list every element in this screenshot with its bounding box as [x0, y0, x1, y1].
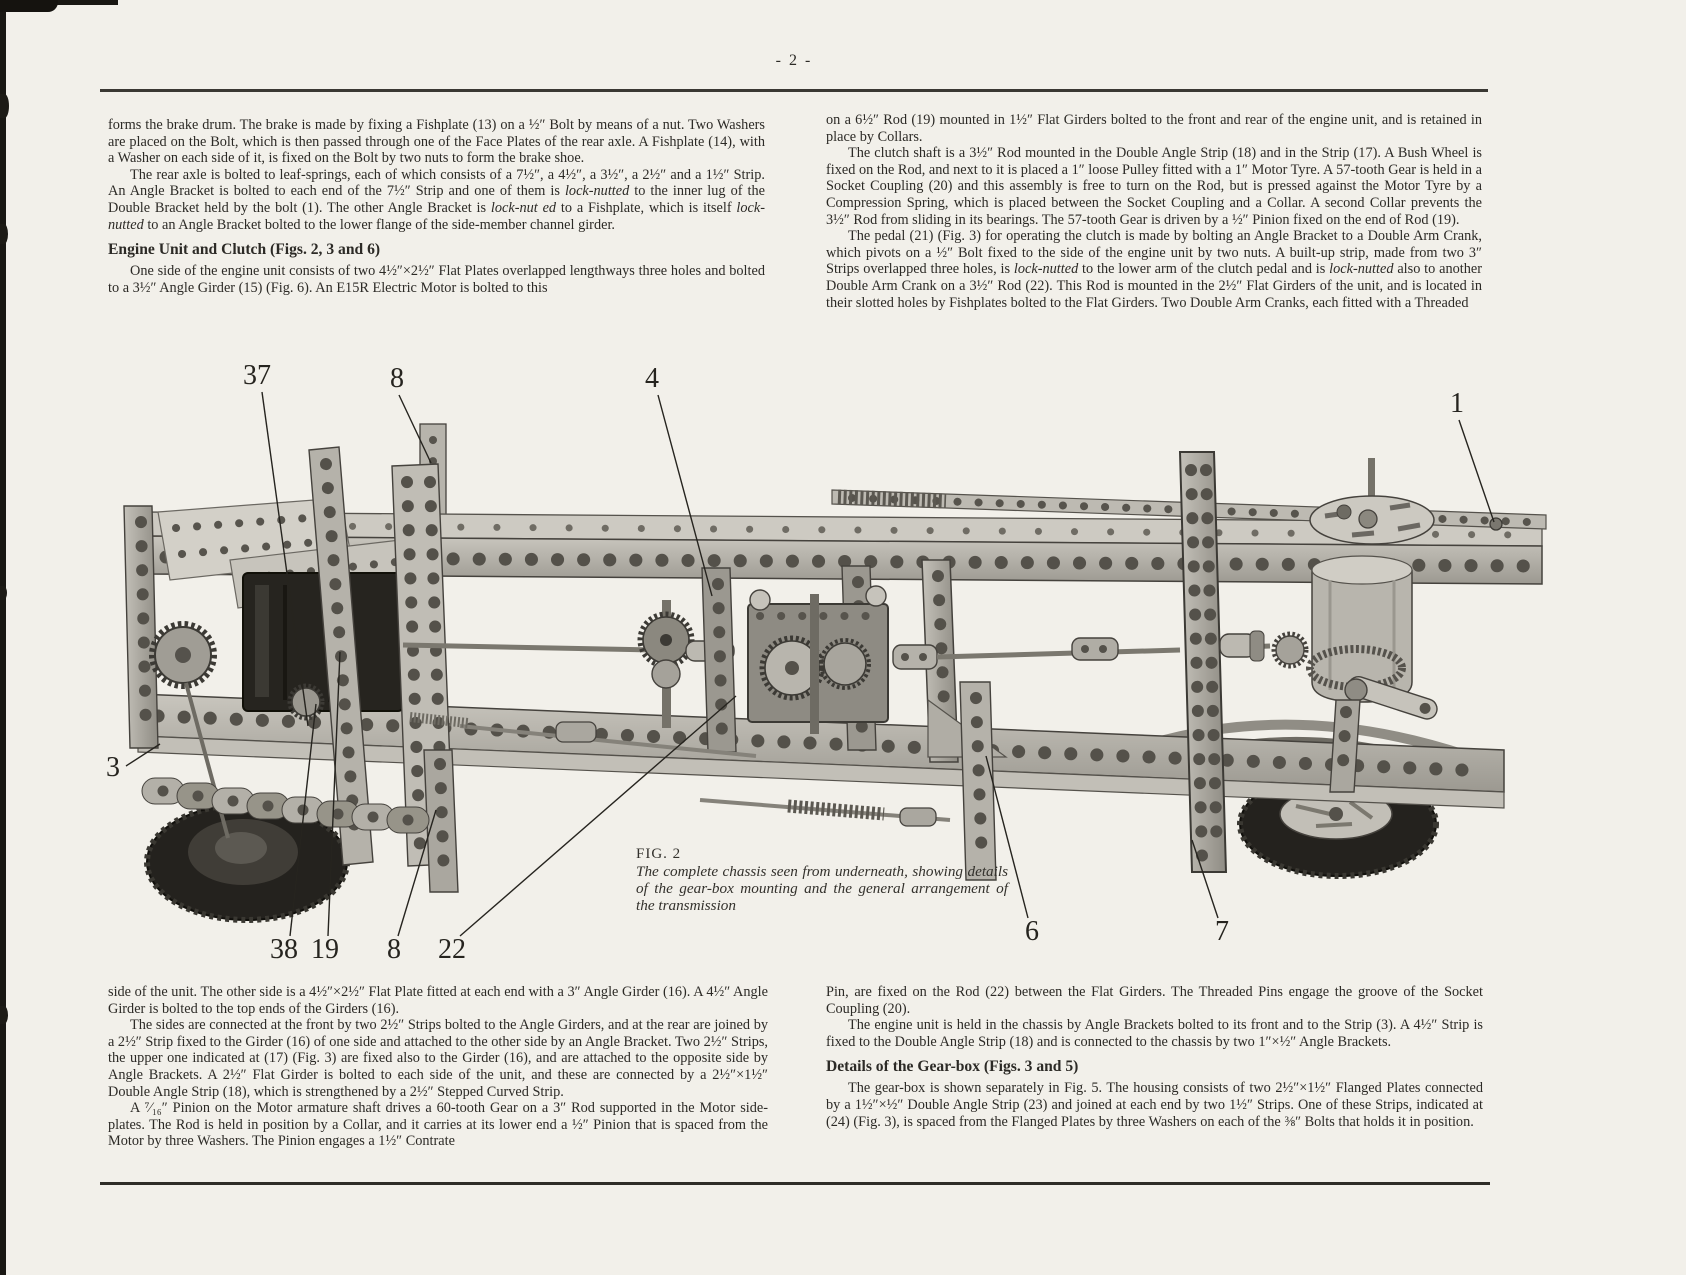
universal-joint-icon	[1220, 631, 1264, 661]
paragraph: side of the unit. The other side is a 4½″×2½″ Flat Plate fitted at each end with a 3″ Angle Girder (16). A 4½″ Angle Girder is bolted to the top ends of the Girders (16).	[108, 984, 768, 1017]
face-plate	[1310, 496, 1434, 544]
page-number: - 2 -	[775, 52, 813, 69]
figure-label: FIG. 2	[636, 846, 682, 862]
paragraph: The sides are connected at the front by two 2½″ Strips bolted to the Angle Girders, and at the rear are joined by a 2½″ Strip fixed to the Girder (16) of one side and attached to the other side by an Angle Bracket. Two 2½″ Strips, the upper one indicated at (17) (Fig. 3) are fixed also to the Girder (16), and are attached to the opposite side by Angle Brackets. A 2½″ Flat Girder is bolted to each side of the unit, and these are connected by a 2½″×1½″ Double Angle Strip (18), which is strengthened by a 2½″ Stepped Curved Strip.	[108, 1017, 768, 1100]
paragraph: One side of the engine unit consists of two 4½″×2½″ Flat Plates overlapped lengthways three holes and bolted to a 3½″ Angle Girder (15) (Fig. 6). An E15R Electric Motor is bolted to this	[108, 263, 765, 296]
figure-leader-line-1	[1459, 420, 1494, 522]
paragraph: Pin, are fixed on the Rod (22) between the Flat Girders. The Threaded Pins engage the groove of the Socket Coupling (20).	[826, 984, 1483, 1017]
paragraph: The engine unit is held in the chassis by Angle Brackets bolted to its front and to the Strip (3). A 4½″ Strip is fixed to the Double Angle Strip (18) and is connected to the chassis by two 1″×½″ Angle Brackets.	[826, 1017, 1483, 1050]
paragraph: on a 6½″ Rod (19) mounted in 1½″ Flat Girders bolted to the front and rear of the engine unit, and is retained in place by Collars.	[826, 112, 1482, 145]
figure-callout-19: 19	[311, 934, 339, 965]
figure-callout-7: 7	[1215, 916, 1229, 947]
paragraph: forms the brake drum. The brake is made by fixing a Fishplate (13) on a ½″ Bolt by means of a nut. Two Washers are placed on the Bolt, which is then passed through one of the Face Plates of the rear axle. A Fishplate (14), with a Washer on each side of it, is fixed on the Bolt by two nuts to form the brake shoe.	[108, 117, 765, 167]
figure-callout-8: 8	[390, 363, 404, 394]
paragraph: The clutch shaft is a 3½″ Rod mounted in the Double Angle Strip (18) and in the Strip (17). A Bush Wheel is fixed on the Rod, and next to it is placed a 1″ loose Pulley fitted with a 1″ Motor Tyre. A 57-tooth Gear is held in a Socket Coupling (20) and this assembly is free to turn on the Rod, but is pressed against the Motor Tyre by a Compression Spring, which is placed between the Socket Coupling and a Collar. A second Collar prevents the 3½″ Rod from sliding in its bearings. The 57-tooth Gear is driven by a ½″ Pinion fixed on the end of Rod (19).	[826, 145, 1482, 228]
section-heading-engine-unit: Engine Unit and Clutch (Figs. 2, 3 and 6)	[108, 241, 381, 259]
figure-callout-6: 6	[1025, 916, 1039, 947]
figure-callout-22: 22	[438, 934, 466, 965]
figure-callout-3: 3	[106, 752, 120, 783]
figure-callout-4: 4	[645, 363, 659, 394]
figure-callout-38: 38	[270, 934, 298, 965]
paragraph: The rear axle is bolted to leaf-springs, each of which consists of a 7½″, a 4½″, a 3½″, a 2½″ and a 1½″ Strip. An Angle Bracket is bolted to each end of the 7½″ Strip and one of them is lock-nutted to the inner lug of the Double Bracket held by the bolt (1). The other Angle Bracket is lock-nut ed to a Fishplate, which is itself lock-nutted to an Angle Bracket bolted to the lower flange of the side-member channel girder.	[108, 166, 765, 233]
section-heading-gear-box: Details of the Gear-box (Figs. 3 and 5)	[826, 1058, 1079, 1076]
figure-callout-8: 8	[387, 934, 401, 965]
paragraph: The gear-box is shown separately in Fig. 5. The housing consists of two 2½″×1½″ Flanged Plates connected by a 1½″×½″ Double Angle Strip (23) and joined at each end by two 1½″ Strips. One of these Strips, indicated at (24) (Fig. 3), is spaced from the Flanged Plates by three Washers on each of the ⅜″ Bolts that holds it in position.	[826, 1080, 1483, 1130]
figure-callout-1: 1	[1450, 388, 1464, 419]
figure-caption	[636, 846, 1008, 915]
paragraph: The pedal (21) (Fig. 3) for operating the clutch is made by bolting an Angle Bracket to a Double Arm Crank, which pivots on a ½″ Bolt fixed to the side of the engine unit by two nuts. A built-up strip, made from two 3″ Strips overlapped three holes, is lock-nutted to the lower arm of the clutch pedal and is lock-nutted also to another Double Arm Crank on a 3½″ Rod (22). This Rod is mounted in the 2½″ Flat Girders of the unit, and is located in their slotted holes by Fishplates bolted to the Flat Girders. Two Double Arm Cranks, each fitted with a Threaded	[826, 228, 1482, 311]
figure-callout-37: 37	[243, 360, 271, 391]
paragraph: A ⁷⁄₁₆″ Pinion on the Motor armature shaft drives a 60-tooth Gear on a 3″ Rod supported in the Motor side-plates. The Rod is held in position by a Collar, and it carries at its lower end a ½″ Pinion that is spaced from the Motor by three Washers. The Pinion engages a 1½″ Contrate	[108, 1100, 768, 1150]
figure-caption-text: The complete chassis seen from underneath, showing details of the gear-box mounting and the general arrangement of the transmission	[636, 863, 1008, 915]
bolt-1-icon	[1490, 518, 1502, 530]
